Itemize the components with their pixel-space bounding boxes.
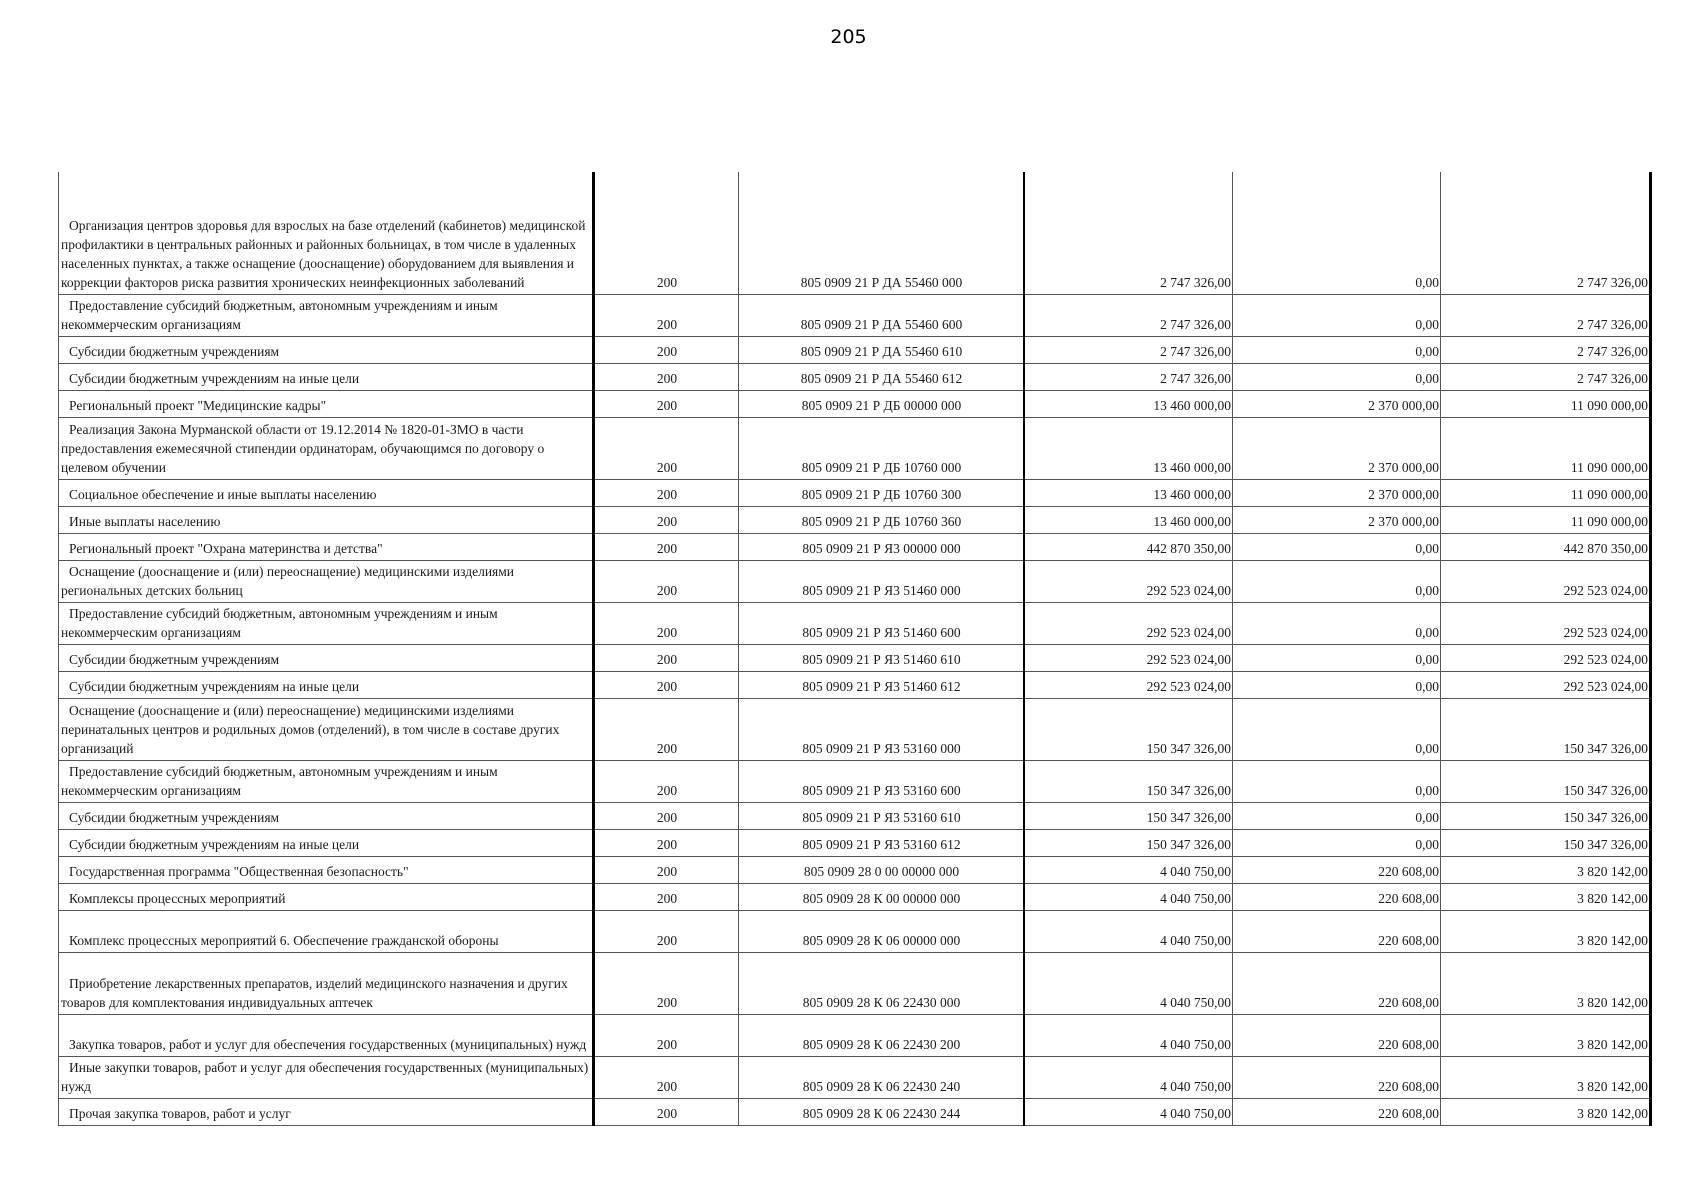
row-kbk: 805 0909 21 Р Я3 51460 000	[739, 560, 1025, 602]
row-name: Комплексы процессных мероприятий	[59, 883, 594, 910]
row-value-2: 0,00	[1233, 533, 1441, 560]
row-value-3: 150 347 326,00	[1441, 802, 1651, 829]
table-row	[59, 1014, 1651, 1056]
row-value-3: 3 820 142,00	[1441, 1014, 1651, 1056]
row-value-1: 2 747 326,00	[1024, 172, 1233, 294]
table-row	[59, 479, 1651, 506]
row-value-3: 292 523 024,00	[1441, 644, 1651, 671]
row-value-2: 220 608,00	[1233, 1056, 1441, 1098]
row-name: Субсидии бюджетным учреждениям	[59, 802, 594, 829]
row-name: Субсидии бюджетным учреждениям на иные цели	[59, 363, 594, 390]
table-row	[59, 602, 1651, 644]
table-row	[59, 856, 1651, 883]
row-name: Закупка товаров, работ и услуг для обеспечения государственных (муниципальных) нужд	[59, 1014, 594, 1056]
row-value-3: 2 747 326,00	[1441, 336, 1651, 363]
row-kbk: 805 0909 28 К 06 22430 200	[739, 1014, 1025, 1056]
row-kbk: 805 0909 21 Р Я3 53160 600	[739, 760, 1025, 802]
table-row	[59, 336, 1651, 363]
row-code: 200	[594, 506, 739, 533]
row-value-3: 442 870 350,00	[1441, 533, 1651, 560]
row-value-2: 0,00	[1233, 560, 1441, 602]
row-name: Субсидии бюджетным учреждениям	[59, 336, 594, 363]
row-value-3: 11 090 000,00	[1441, 479, 1651, 506]
table-row	[59, 952, 1651, 1014]
row-value-3: 3 820 142,00	[1441, 856, 1651, 883]
row-name: Предоставление субсидий бюджетным, автономным учреждениям и иным некоммерческим организациям	[59, 294, 594, 336]
row-name: Прочая закупка товаров, работ и услуг	[59, 1098, 594, 1125]
row-value-1: 4 040 750,00	[1024, 1098, 1233, 1125]
row-value-3: 150 347 326,00	[1441, 760, 1651, 802]
row-kbk: 805 0909 21 Р Я3 51460 610	[739, 644, 1025, 671]
budget-table	[58, 172, 1652, 1126]
row-value-1: 150 347 326,00	[1024, 760, 1233, 802]
row-value-3: 2 747 326,00	[1441, 172, 1651, 294]
row-value-1: 4 040 750,00	[1024, 856, 1233, 883]
row-value-3: 292 523 024,00	[1441, 560, 1651, 602]
row-value-2: 220 608,00	[1233, 910, 1441, 952]
table-row	[59, 829, 1651, 856]
row-code: 200	[594, 883, 739, 910]
row-value-2: 220 608,00	[1233, 1098, 1441, 1125]
row-name: Субсидии бюджетным учреждениям на иные цели	[59, 829, 594, 856]
table-row	[59, 802, 1651, 829]
row-value-2: 0,00	[1233, 602, 1441, 644]
row-code: 200	[594, 644, 739, 671]
row-value-1: 2 747 326,00	[1024, 294, 1233, 336]
row-value-2: 220 608,00	[1233, 883, 1441, 910]
row-value-2: 2 370 000,00	[1233, 479, 1441, 506]
row-value-3: 292 523 024,00	[1441, 602, 1651, 644]
row-value-1: 2 747 326,00	[1024, 363, 1233, 390]
row-code: 200	[594, 602, 739, 644]
row-value-3: 3 820 142,00	[1441, 883, 1651, 910]
row-kbk: 805 0909 21 Р Я3 00000 000	[739, 533, 1025, 560]
row-value-1: 292 523 024,00	[1024, 644, 1233, 671]
table-row	[59, 390, 1651, 417]
row-value-1: 150 347 326,00	[1024, 802, 1233, 829]
row-kbk: 805 0909 21 Р ДА 55460 612	[739, 363, 1025, 390]
row-name: Организация центров здоровья для взрослых на базе отделений (кабинетов) медицинской профилактики в центральных районных и районных больницах, в том числе в удаленных населенных пунктах, а также оснащение (дооснащение) оборудованием для выявления и коррекции факторов риска развития хронических неинфекционных заболеваний	[59, 172, 594, 294]
row-value-3: 150 347 326,00	[1441, 698, 1651, 760]
row-value-2: 220 608,00	[1233, 856, 1441, 883]
row-value-1: 4 040 750,00	[1024, 883, 1233, 910]
row-value-3: 150 347 326,00	[1441, 829, 1651, 856]
row-kbk: 805 0909 21 Р Я3 53160 612	[739, 829, 1025, 856]
row-value-2: 220 608,00	[1233, 952, 1441, 1014]
row-name: Региональный проект "Медицинские кадры"	[59, 390, 594, 417]
row-value-2: 0,00	[1233, 336, 1441, 363]
row-value-2: 2 370 000,00	[1233, 390, 1441, 417]
table-row	[59, 363, 1651, 390]
row-name: Приобретение лекарственных препаратов, изделий медицинского назначения и других товаров для комплектования индивидуальных аптечек	[59, 952, 594, 1014]
row-kbk: 805 0909 21 Р ДБ 10760 000	[739, 417, 1025, 479]
row-name: Реализация Закона Мурманской области от 19.12.2014 № 1820-01-ЗМО в части предоставления ежемесячной стипендии ординаторам, обучающимся по договору о целевом обучении	[59, 417, 594, 479]
row-name: Региональный проект "Охрана материнства и детства"	[59, 533, 594, 560]
row-name: Предоставление субсидий бюджетным, автономным учреждениям и иным некоммерческим организациям	[59, 760, 594, 802]
row-kbk: 805 0909 21 Р Я3 53160 610	[739, 802, 1025, 829]
row-value-2: 0,00	[1233, 644, 1441, 671]
row-value-3: 3 820 142,00	[1441, 910, 1651, 952]
row-value-3: 292 523 024,00	[1441, 671, 1651, 698]
row-kbk: 805 0909 28 К 00 00000 000	[739, 883, 1025, 910]
row-code: 200	[594, 760, 739, 802]
row-kbk: 805 0909 21 Р Я3 51460 612	[739, 671, 1025, 698]
page-number: 205	[830, 26, 867, 48]
row-value-1: 13 460 000,00	[1024, 506, 1233, 533]
row-code: 200	[594, 363, 739, 390]
table-row	[59, 1056, 1651, 1098]
table-row	[59, 883, 1651, 910]
row-kbk: 805 0909 21 Р Я3 51460 600	[739, 602, 1025, 644]
row-value-2: 0,00	[1233, 698, 1441, 760]
row-name: Комплекс процессных мероприятий 6. Обеспечение гражданской обороны	[59, 910, 594, 952]
row-value-2: 2 370 000,00	[1233, 417, 1441, 479]
row-name: Предоставление субсидий бюджетным, автономным учреждениям и иным некоммерческим организациям	[59, 602, 594, 644]
row-kbk: 805 0909 21 Р Я3 53160 000	[739, 698, 1025, 760]
row-value-1: 292 523 024,00	[1024, 602, 1233, 644]
row-value-2: 220 608,00	[1233, 1014, 1441, 1056]
row-name: Субсидии бюджетным учреждениям	[59, 644, 594, 671]
table-row	[59, 533, 1651, 560]
row-value-3: 2 747 326,00	[1441, 363, 1651, 390]
row-kbk: 805 0909 21 Р ДБ 00000 000	[739, 390, 1025, 417]
table-row	[59, 1098, 1651, 1125]
row-value-1: 292 523 024,00	[1024, 671, 1233, 698]
row-code: 200	[594, 1098, 739, 1125]
row-code: 200	[594, 479, 739, 506]
row-value-2: 2 370 000,00	[1233, 506, 1441, 533]
row-value-3: 3 820 142,00	[1441, 1056, 1651, 1098]
row-code: 200	[594, 390, 739, 417]
row-value-1: 13 460 000,00	[1024, 479, 1233, 506]
row-code: 200	[594, 336, 739, 363]
row-code: 200	[594, 910, 739, 952]
row-value-3: 3 820 142,00	[1441, 1098, 1651, 1125]
row-code: 200	[594, 1014, 739, 1056]
row-value-1: 4 040 750,00	[1024, 952, 1233, 1014]
table-row	[59, 910, 1651, 952]
table-row	[59, 417, 1651, 479]
row-name: Иные закупки товаров, работ и услуг для обеспечения государственных (муниципальных) нужд	[59, 1056, 594, 1098]
row-code: 200	[594, 172, 739, 294]
row-value-1: 4 040 750,00	[1024, 1014, 1233, 1056]
row-value-1: 292 523 024,00	[1024, 560, 1233, 602]
row-value-3: 11 090 000,00	[1441, 506, 1651, 533]
row-value-3: 2 747 326,00	[1441, 294, 1651, 336]
row-value-1: 13 460 000,00	[1024, 390, 1233, 417]
row-value-2: 0,00	[1233, 829, 1441, 856]
row-value-2: 0,00	[1233, 671, 1441, 698]
row-value-1: 2 747 326,00	[1024, 336, 1233, 363]
row-value-1: 13 460 000,00	[1024, 417, 1233, 479]
row-kbk: 805 0909 21 Р ДБ 10760 300	[739, 479, 1025, 506]
row-value-1: 442 870 350,00	[1024, 533, 1233, 560]
row-kbk: 805 0909 21 Р ДА 55460 610	[739, 336, 1025, 363]
row-value-3: 3 820 142,00	[1441, 952, 1651, 1014]
row-kbk: 805 0909 28 К 06 22430 240	[739, 1056, 1025, 1098]
row-code: 200	[594, 802, 739, 829]
table-row	[59, 644, 1651, 671]
row-kbk: 805 0909 21 Р ДБ 10760 360	[739, 506, 1025, 533]
table-row	[59, 760, 1651, 802]
row-code: 200	[594, 698, 739, 760]
row-name: Социальное обеспечение и иные выплаты населению	[59, 479, 594, 506]
row-value-3: 11 090 000,00	[1441, 390, 1651, 417]
row-value-1: 150 347 326,00	[1024, 829, 1233, 856]
row-value-2: 0,00	[1233, 802, 1441, 829]
row-code: 200	[594, 829, 739, 856]
row-code: 200	[594, 856, 739, 883]
row-value-1: 4 040 750,00	[1024, 910, 1233, 952]
row-value-2: 0,00	[1233, 172, 1441, 294]
row-code: 200	[594, 417, 739, 479]
row-name: Государственная программа "Общественная безопасность"	[59, 856, 594, 883]
table-row	[59, 294, 1651, 336]
row-name: Оснащение (дооснащение и (или) переоснащение) медицинскими изделиями региональных детских больниц	[59, 560, 594, 602]
row-kbk: 805 0909 28 К 06 00000 000	[739, 910, 1025, 952]
row-value-1: 4 040 750,00	[1024, 1056, 1233, 1098]
row-value-3: 11 090 000,00	[1441, 417, 1651, 479]
row-code: 200	[594, 560, 739, 602]
row-kbk: 805 0909 28 К 06 22430 000	[739, 952, 1025, 1014]
table-row	[59, 506, 1651, 533]
row-code: 200	[594, 533, 739, 560]
row-code: 200	[594, 1056, 739, 1098]
row-value-2: 0,00	[1233, 760, 1441, 802]
row-kbk: 805 0909 21 Р ДА 55460 600	[739, 294, 1025, 336]
row-value-2: 0,00	[1233, 294, 1441, 336]
row-name: Иные выплаты населению	[59, 506, 594, 533]
row-value-2: 0,00	[1233, 363, 1441, 390]
table-row	[59, 560, 1651, 602]
row-kbk: 805 0909 28 0 00 00000 000	[739, 856, 1025, 883]
row-code: 200	[594, 294, 739, 336]
row-kbk: 805 0909 28 К 06 22430 244	[739, 1098, 1025, 1125]
row-name: Оснащение (дооснащение и (или) переоснащение) медицинскими изделиями перинатальных центров и родильных домов (отделений), в том числе в составе других организаций	[59, 698, 594, 760]
row-code: 200	[594, 671, 739, 698]
table-row	[59, 698, 1651, 760]
row-value-1: 150 347 326,00	[1024, 698, 1233, 760]
table-row	[59, 671, 1651, 698]
table-row	[59, 172, 1651, 294]
row-name: Субсидии бюджетным учреждениям на иные цели	[59, 671, 594, 698]
row-kbk: 805 0909 21 Р ДА 55460 000	[739, 172, 1025, 294]
row-code: 200	[594, 952, 739, 1014]
